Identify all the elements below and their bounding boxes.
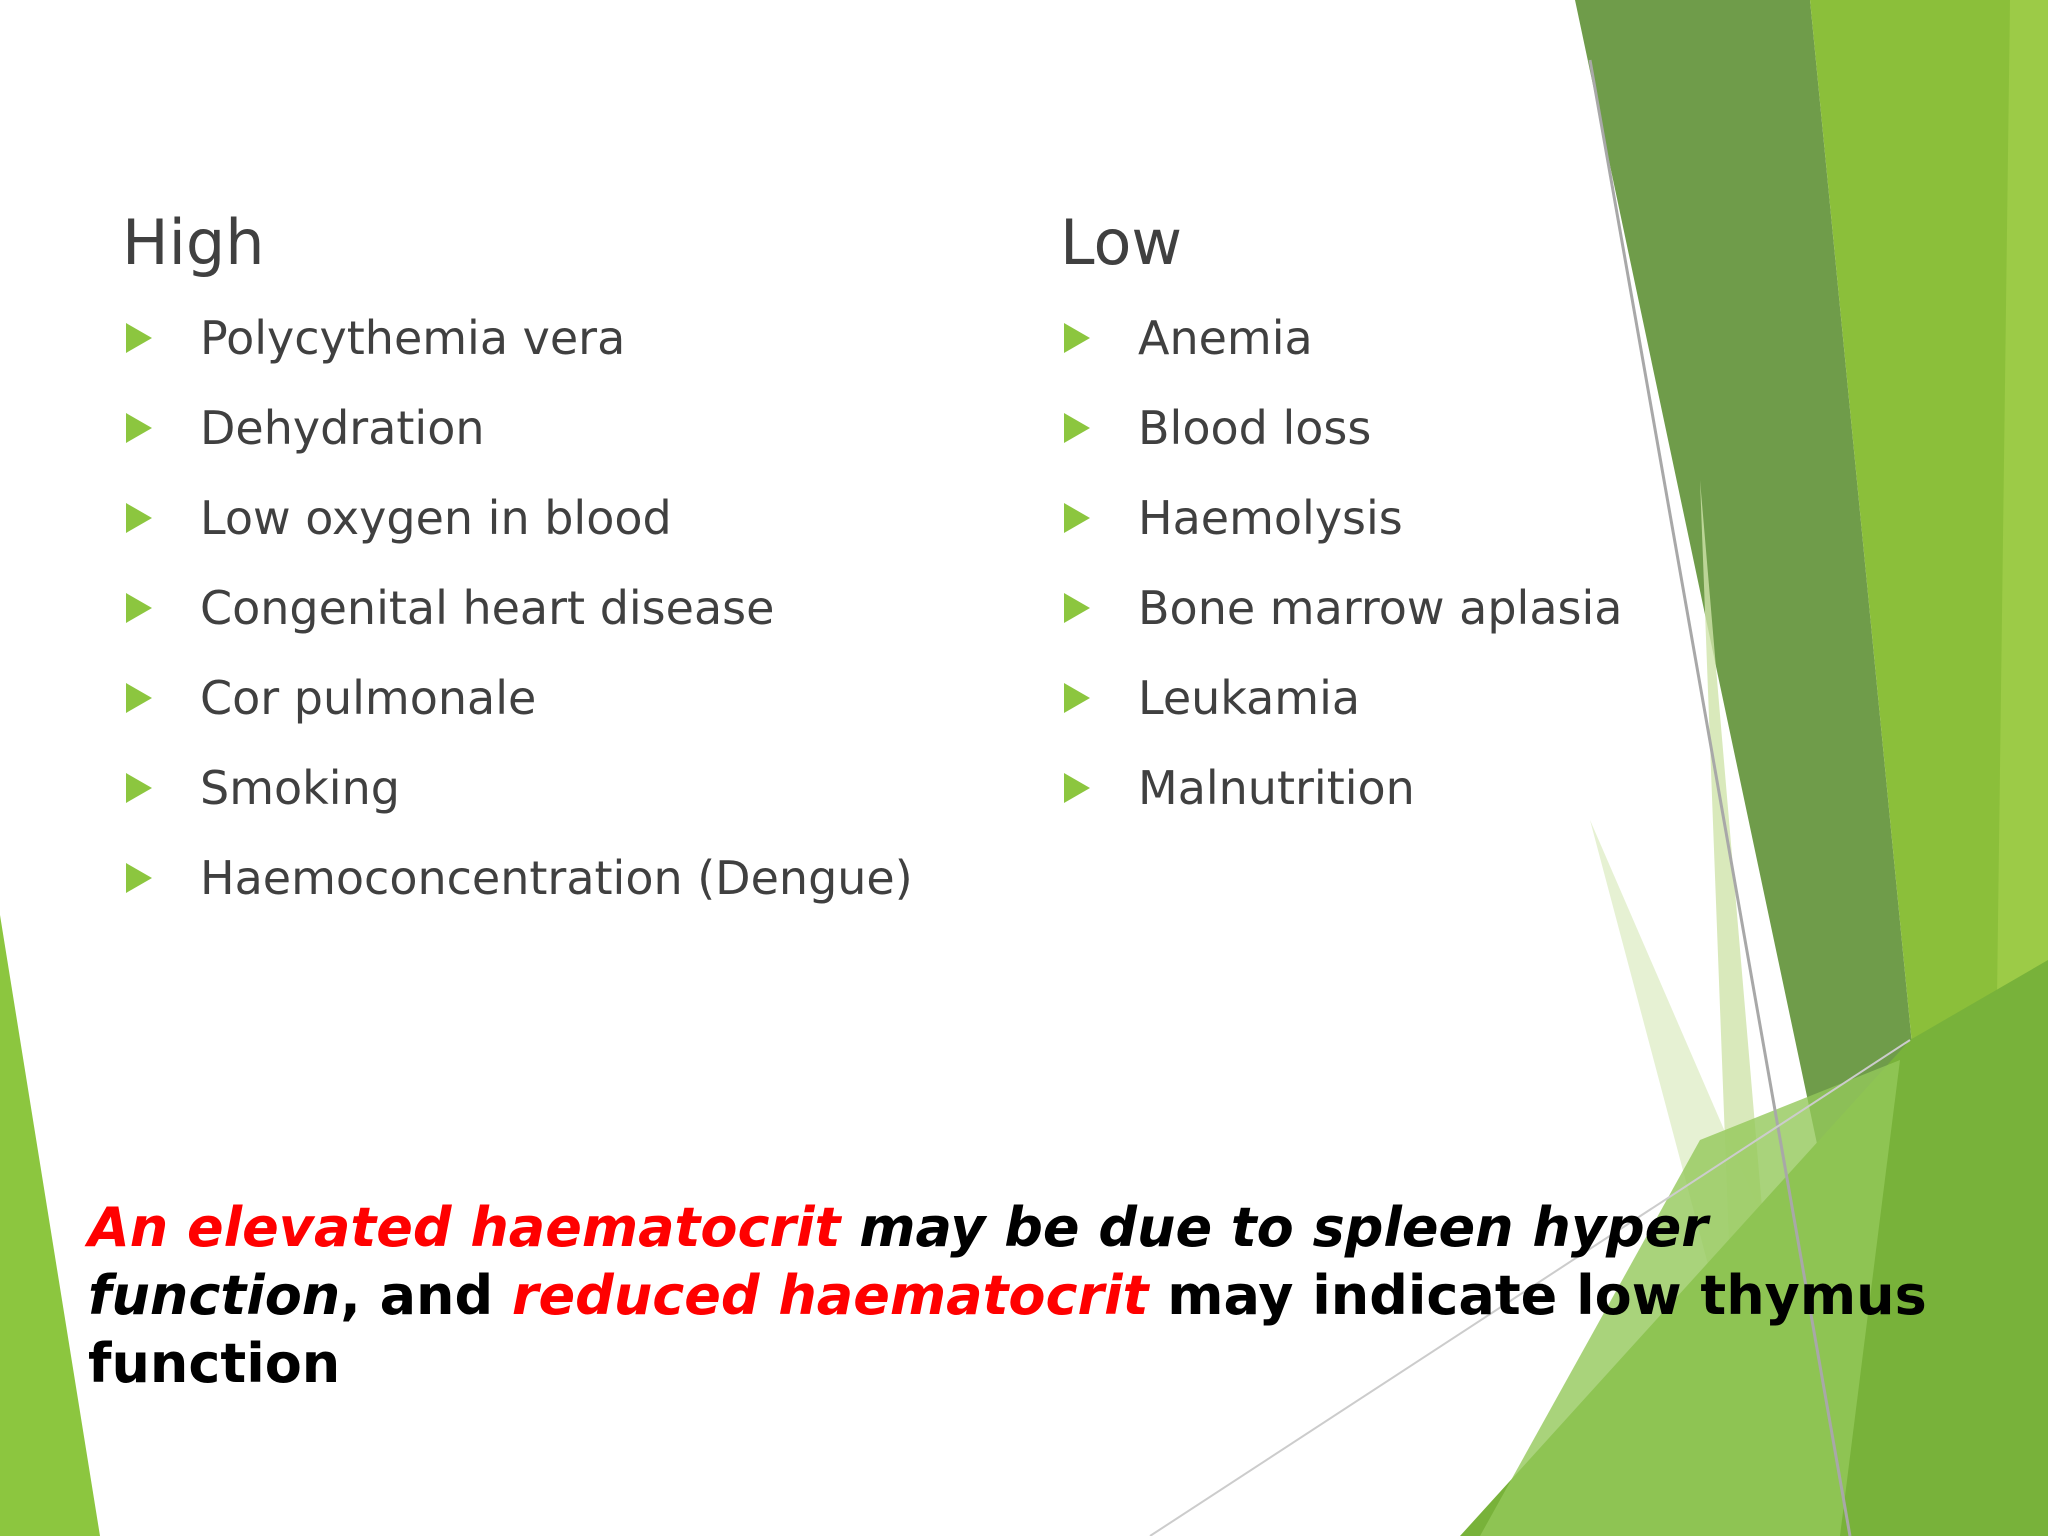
list-item <box>1060 383 1700 473</box>
list-item <box>122 473 1002 563</box>
arrow-bullet-icon <box>126 503 152 533</box>
note-spleen-text: may be due to spleen hyper function <box>88 1196 1708 1327</box>
low-list <box>1060 293 1700 833</box>
list-item-text: Leukamia <box>1138 671 1361 725</box>
list-item <box>122 383 1002 473</box>
list-item-text: Haemoconcentration (Dengue) <box>200 851 913 905</box>
arrow-bullet-icon <box>126 323 152 353</box>
list-item-text: Cor pulmonale <box>200 671 537 725</box>
list-item-text: Polycythemia vera <box>200 311 626 365</box>
low-column-title: Low <box>1060 206 1183 279</box>
arrow-bullet-icon <box>1064 413 1090 443</box>
arrow-bullet-icon <box>1064 323 1090 353</box>
arrow-bullet-icon <box>126 863 152 893</box>
list-item <box>1060 473 1700 563</box>
list-item-text: Dehydration <box>200 401 485 455</box>
high-list <box>122 293 1002 923</box>
high-column-title: High <box>122 206 265 279</box>
arrow-bullet-icon <box>126 593 152 623</box>
list-item <box>122 653 1002 743</box>
arrow-bullet-icon <box>1064 593 1090 623</box>
list-item <box>1060 653 1700 743</box>
list-item-text: Anemia <box>1138 311 1313 365</box>
arrow-bullet-icon <box>1064 773 1090 803</box>
list-item-text: Malnutrition <box>1138 761 1415 815</box>
arrow-bullet-icon <box>1064 683 1090 713</box>
list-item <box>122 563 1002 653</box>
list-item <box>1060 293 1700 383</box>
low-column <box>1060 205 1700 833</box>
note-thymus-text: may indicate low thymus function <box>88 1264 1927 1395</box>
arrow-bullet-icon <box>126 413 152 443</box>
list-item <box>122 743 1002 833</box>
list-item-text: Blood loss <box>1138 401 1372 455</box>
list-item <box>122 293 1002 383</box>
left-green-shape <box>0 915 100 1536</box>
list-item <box>1060 563 1700 653</box>
list-item-text: Congenital heart disease <box>200 581 775 635</box>
arrow-bullet-icon <box>126 773 152 803</box>
list-item-text: Smoking <box>200 761 400 815</box>
note-connector: , and <box>340 1264 512 1327</box>
list-item-text: Low oxygen in blood <box>200 491 672 545</box>
haematocrit-note <box>88 1194 1928 1398</box>
arrow-bullet-icon <box>126 683 152 713</box>
list-item <box>122 833 1002 923</box>
arrow-bullet-icon <box>1064 503 1090 533</box>
note-reduced-haematocrit: reduced haematocrit <box>511 1264 1149 1327</box>
list-item-text: Haemolysis <box>1138 491 1403 545</box>
high-column <box>122 205 1002 923</box>
list-item <box>1060 743 1700 833</box>
list-item-text: Bone marrow aplasia <box>1138 581 1623 635</box>
note-elevated-haematocrit: An elevated haematocrit <box>88 1196 841 1259</box>
